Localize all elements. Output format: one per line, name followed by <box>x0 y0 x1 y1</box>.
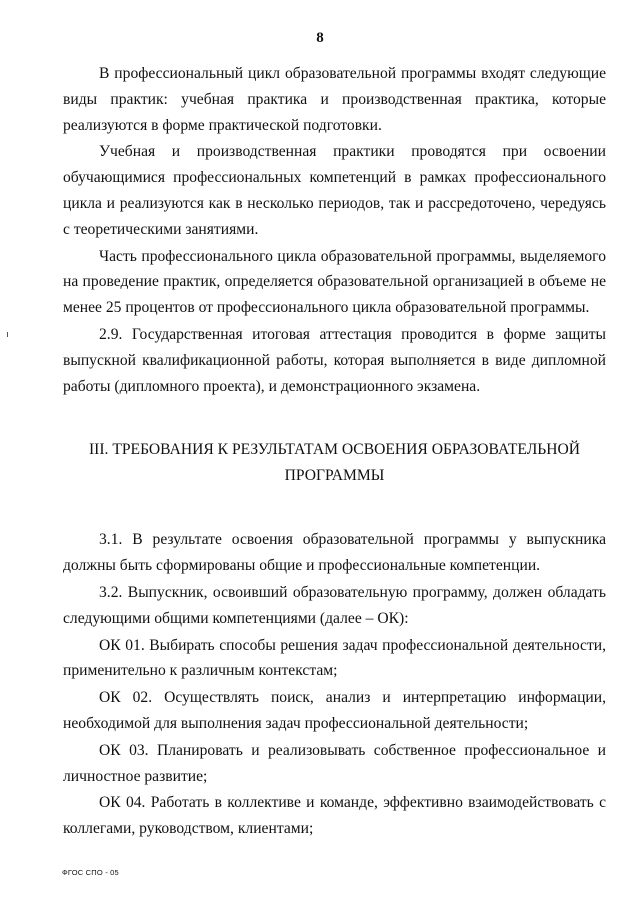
margin-mark <box>7 332 8 337</box>
document-body <box>63 61 606 843</box>
footer-standard-code: ФГОС СПО - 05 <box>62 868 119 877</box>
paragraph-3-1: 3.1. В результате освоения образовательной программы у выпускника должны быть сформированы общие и профессиональные компетенции. <box>63 531 606 575</box>
competency-ok-03: ОК 03. Планировать и реализовывать собственное профессиональное и личностное развитие; <box>63 741 606 785</box>
paragraph-practice-conduct: Учебная и производственная практики проводятся при освоении обучающимися профессиональных компетенций в рамках профессионального цикла и реализуются как в несколько периодов, так и рассредоточено, чередуясь с теоретическими занятиями. <box>63 143 606 238</box>
competency-ok-04: ОК 04. Работать в коллективе и команде, эффективно взаимодействовать с коллегами, руководством, клиентами; <box>63 794 606 838</box>
page-number: 8 <box>316 30 324 46</box>
paragraph-practice-share: Часть профессионального цикла образовательной программы, выделяемого на проведение практик, определяется образовательной организацией в объеме не менее 25 процентов от профессионального цикла образовательной программы. <box>63 247 606 317</box>
section-heading-line2: ПРОГРАММЫ <box>284 467 385 485</box>
paragraph-3-2: 3.2. Выпускник, освоивший образовательную программу, должен обладать следующими общими компетенциями (далее – ОК): <box>63 583 606 627</box>
paragraph-final-attestation: 2.9. Государственная итоговая аттестация проводится в форме защиты выпускной квалификационной работы, которая выполняется в виде дипломной работы (дипломного проекта), и демонстрационного экзамена. <box>63 325 606 395</box>
competency-ok-02: ОК 02. Осуществлять поиск, анализ и интерпретацию информации, необходимой для выполнения задач профессиональной деятельности; <box>63 689 606 732</box>
competency-ok-01: ОК 01. Выбирать способы решения задач профессиональной деятельности, применительно к различным контекстам; <box>63 636 606 680</box>
paragraph-practice-types: В профессиональный цикл образовательной программы входят следующие виды практик: учебная практика и производственная практика, которые реализуются в форме практической подготовки. <box>63 65 606 134</box>
section-heading-line1: III. ТРЕБОВАНИЯ К РЕЗУЛЬТАТАМ ОСВОЕНИЯ ОБРАЗОВАТЕЛЬНОЙ <box>88 441 581 459</box>
section-heading <box>63 437 606 489</box>
